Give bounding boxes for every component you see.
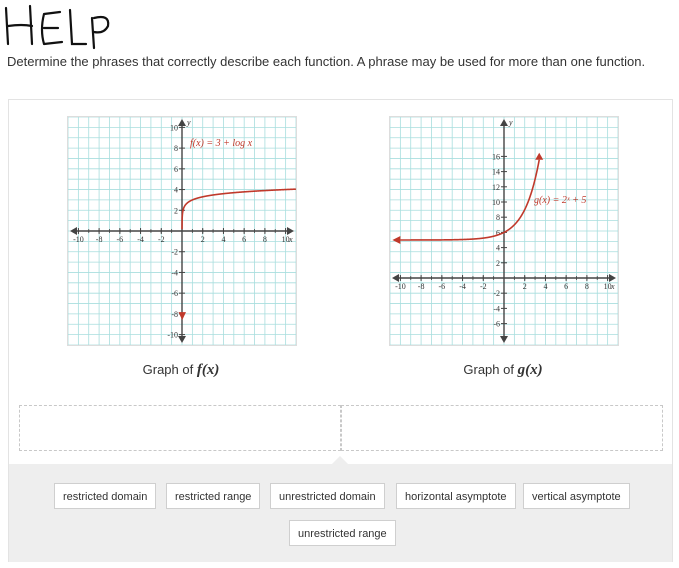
caption-graph-f: Graph of f(x): [142, 362, 220, 378]
y-axis-label: y: [509, 118, 513, 127]
x-axis-label: x: [611, 282, 615, 291]
caption-graph-g: Graph of g(x): [463, 362, 543, 378]
x-tick-label: 6: [242, 235, 247, 244]
phrase-horizontal-asymptote[interactable]: horizontal asymptote: [396, 483, 516, 509]
x-tick-label: 4: [543, 282, 548, 291]
y-tick-label: 10: [170, 123, 178, 133]
x-axis-arrow-right: [287, 227, 294, 235]
curve-arrow: [179, 312, 187, 320]
phrase-tray: [9, 464, 672, 562]
y-tick-label: -4: [171, 268, 178, 278]
x-axis-label: x: [289, 235, 293, 244]
y-tick-label: 8: [496, 213, 500, 223]
y-tick-label: 12: [492, 182, 500, 192]
x-tick-label: 10: [281, 235, 290, 244]
y-axis-arrow-down: [500, 336, 508, 343]
y-tick-label: 4: [174, 185, 178, 195]
y-tick-label: -2: [493, 289, 500, 299]
x-tick-label: -10: [395, 282, 406, 291]
y-axis-arrow-up: [500, 119, 508, 126]
x-tick-label: 8: [262, 235, 267, 244]
phrase-vertical-asymptote[interactable]: vertical asymptote: [523, 483, 630, 509]
y-tick-label: -2: [171, 247, 178, 257]
y-tick-label: 10: [492, 198, 500, 207]
x-tick-label: -4: [137, 235, 144, 244]
drop-zone-g[interactable]: [341, 405, 663, 451]
phrase-restricted-domain[interactable]: restricted domain: [54, 483, 156, 509]
x-tick-label: 4: [221, 235, 226, 244]
x-tick-label: -2: [479, 282, 487, 291]
y-tick-label: 8: [174, 144, 178, 154]
phrase-unrestricted-range[interactable]: unrestricted range: [289, 520, 396, 546]
x-axis-arrow-left: [392, 274, 399, 282]
y-tick-label: -8: [171, 309, 178, 319]
graph-g: [389, 116, 619, 346]
x-tick-label: -10: [73, 235, 84, 244]
y-tick-label: -10: [167, 330, 178, 340]
x-tick-label: -8: [95, 235, 103, 244]
y-tick-label: 14: [492, 167, 500, 177]
x-tick-label: 6: [564, 282, 569, 291]
y-tick-label: 4: [496, 243, 500, 253]
function-curve: [182, 189, 296, 229]
y-axis-arrow-down: [178, 336, 186, 343]
y-tick-label: -6: [171, 289, 178, 299]
graph-f: [67, 116, 297, 346]
x-tick-label: 2: [522, 282, 527, 291]
handwritten-help-scrawl: [0, 0, 140, 52]
x-tick-label: -2: [157, 235, 165, 244]
y-tick-label: -4: [493, 304, 500, 314]
y-tick-label: 2: [496, 258, 500, 268]
phrase-restricted-range[interactable]: restricted range: [166, 483, 260, 509]
y-tick-label: 16: [492, 152, 500, 162]
y-axis-arrow-up: [178, 119, 186, 126]
y-tick-label: 6: [174, 164, 178, 174]
x-tick-label: -8: [417, 282, 425, 291]
x-tick-label: -6: [116, 235, 124, 244]
y-tick-label: 2: [174, 206, 178, 216]
x-tick-label: -4: [459, 282, 466, 291]
curve-arrow: [392, 236, 400, 244]
phrase-unrestricted-domain[interactable]: unrestricted domain: [270, 483, 385, 509]
drop-zone-f[interactable]: [19, 405, 341, 451]
x-axis-arrow-right: [609, 274, 616, 282]
x-tick-label: 10: [603, 282, 612, 291]
function-label: g(x) = 2ˣ + 5: [534, 194, 587, 206]
curve-arrow: [535, 153, 543, 160]
question-panel: [8, 99, 673, 562]
x-tick-label: 2: [200, 235, 205, 244]
x-tick-label: 8: [584, 282, 589, 291]
function-label: f(x) = 3 + log x: [190, 138, 253, 150]
x-tick-label: -6: [438, 282, 446, 291]
y-axis-label: y: [187, 118, 191, 127]
x-axis-arrow-left: [70, 227, 77, 235]
y-tick-label: 6: [496, 228, 500, 238]
y-tick-label: -6: [493, 319, 500, 329]
question-prompt: Determine the phrases that correctly describe each function. A phrase may be used for more than one function.: [7, 54, 646, 69]
